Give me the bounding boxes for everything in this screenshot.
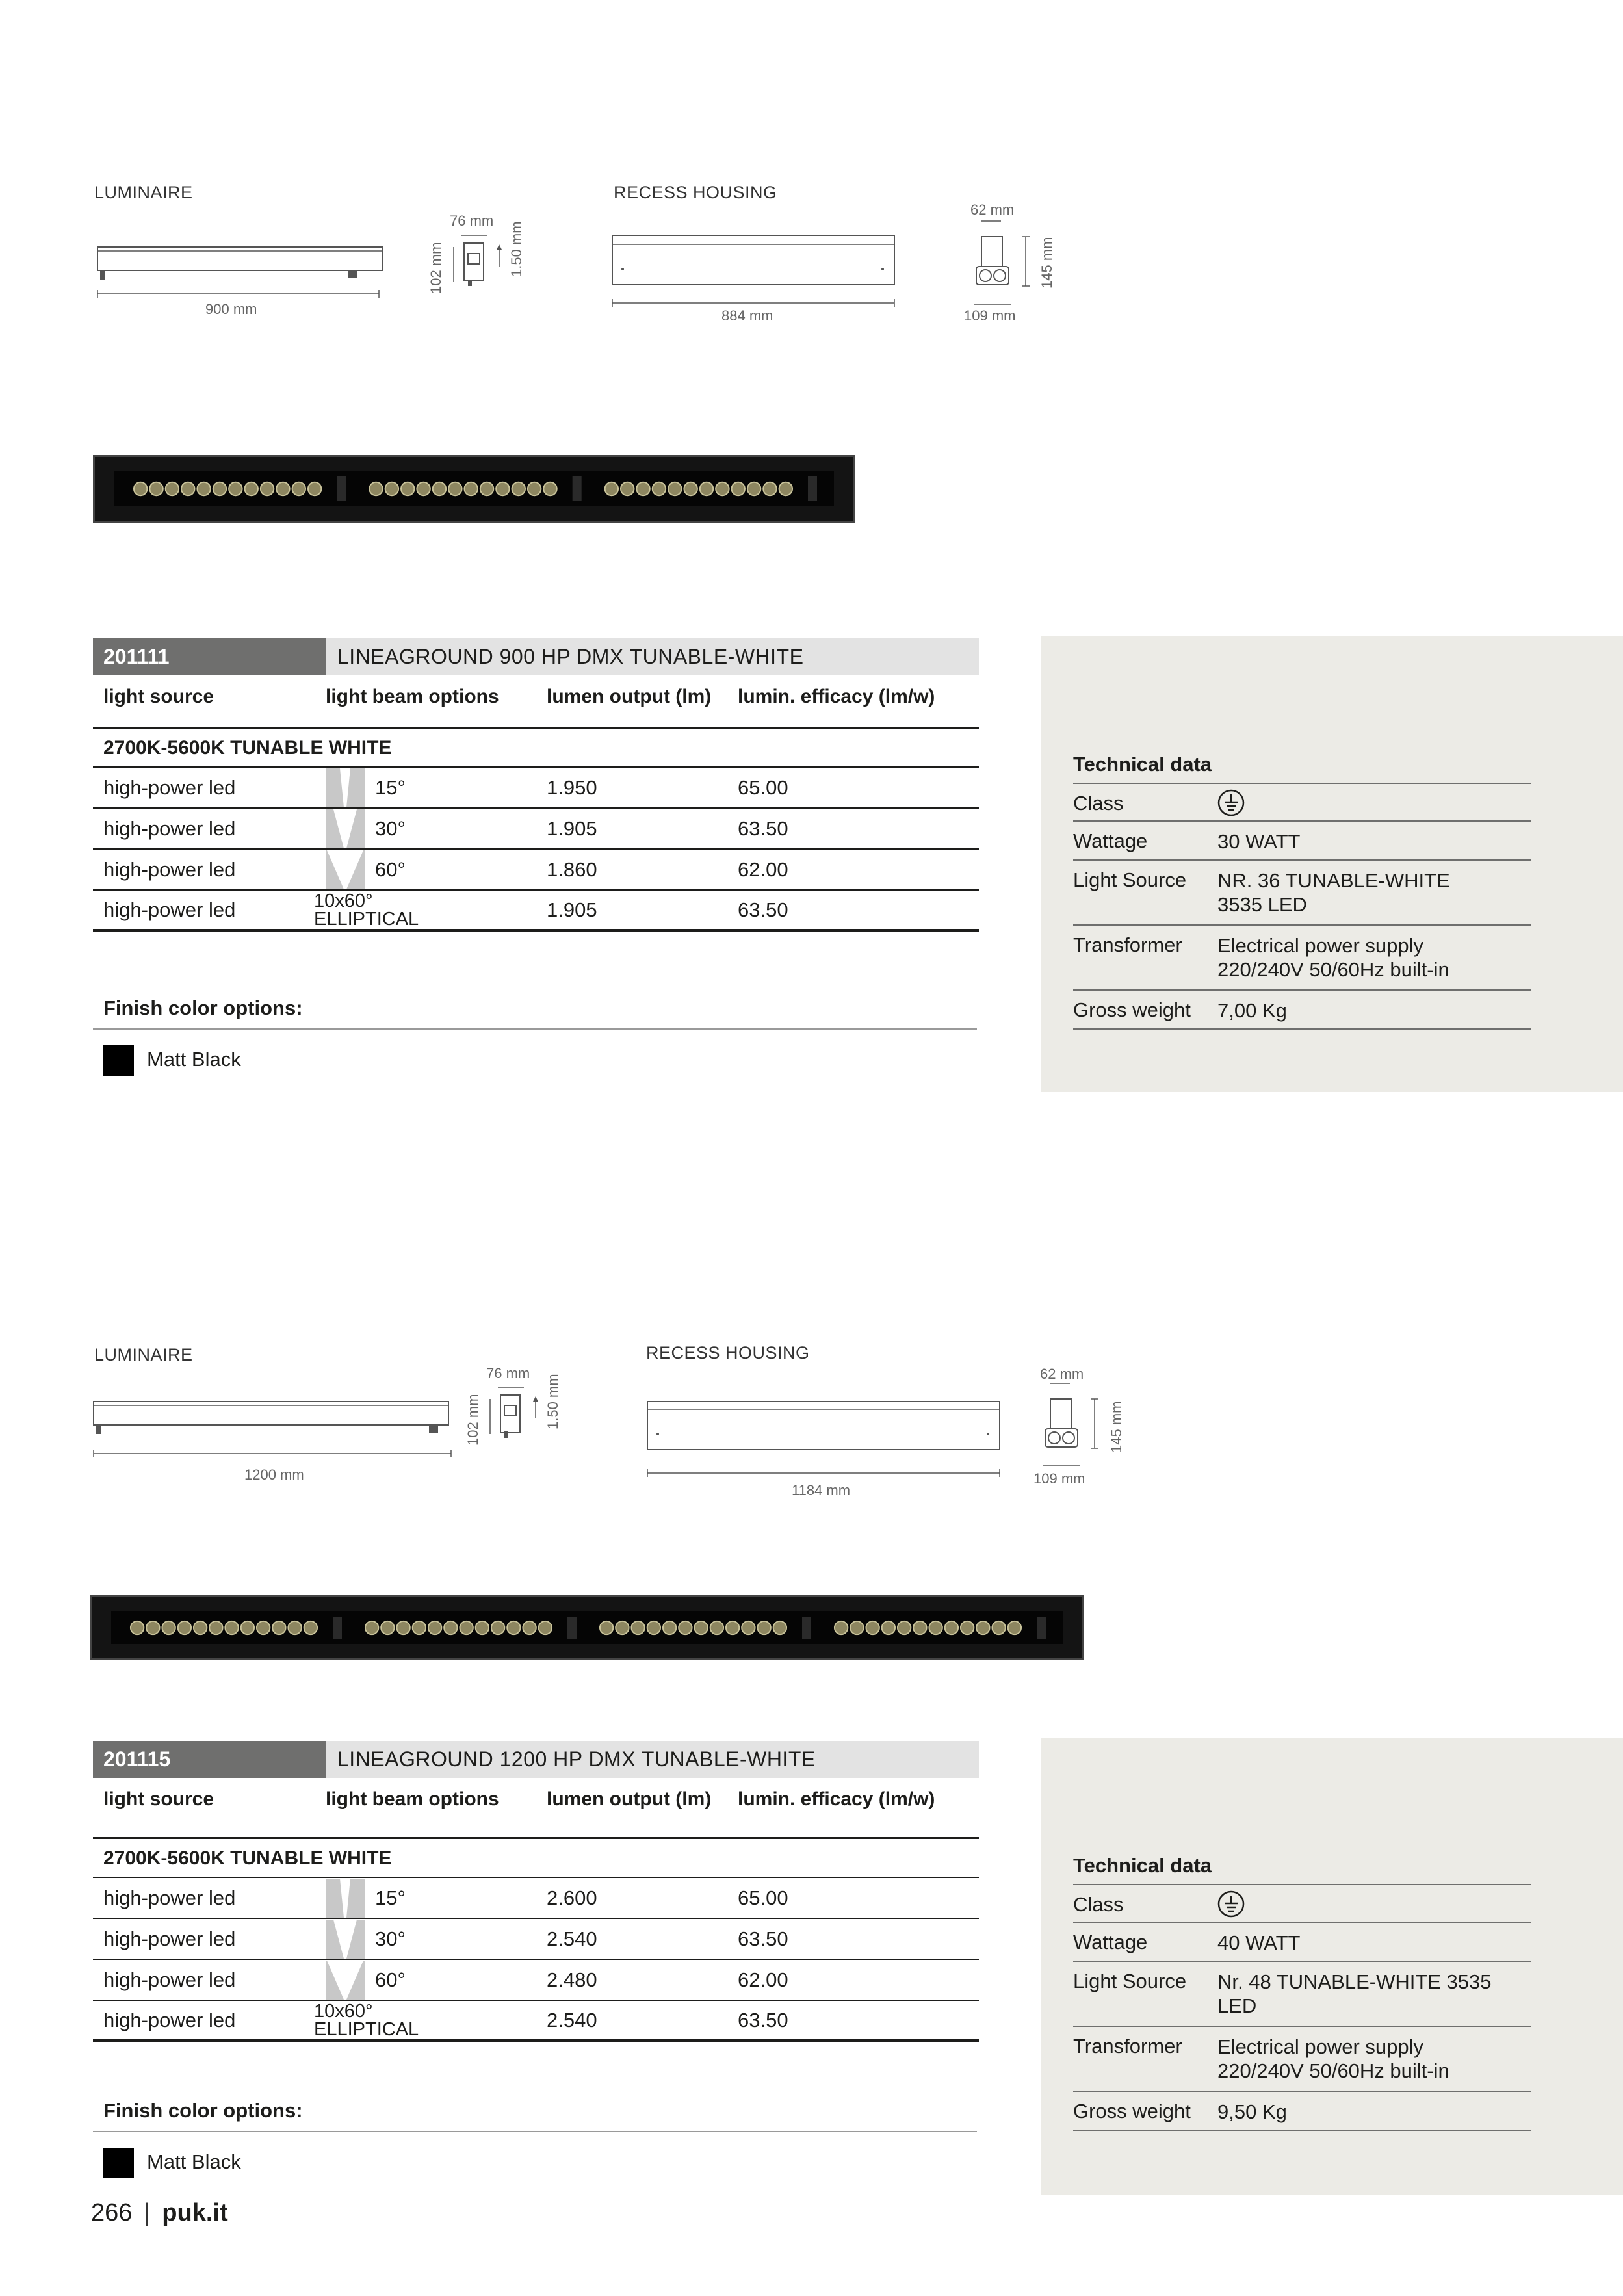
tech-key: Class — [1073, 1893, 1124, 1916]
page-footer — [91, 2199, 228, 2227]
led-lens — [491, 1621, 504, 1634]
tech-key: Light Source — [1073, 1970, 1187, 1992]
product-title: LINEAGROUND 1200 HP DMX TUNABLE-WHITE — [326, 1741, 979, 1778]
cell-lumen: 1.950 — [547, 776, 597, 799]
finish-label: Matt Black — [147, 2150, 241, 2173]
luminaire-label: LUMINAIRE — [94, 183, 193, 202]
recess-side-drawing — [611, 233, 903, 311]
led-lens — [976, 1621, 989, 1634]
recess-bottom-dim: 109 mm — [964, 307, 1016, 324]
led-lens — [653, 482, 666, 495]
led-lens — [272, 1621, 285, 1634]
led-lens — [146, 1621, 159, 1634]
led-lens — [700, 482, 713, 495]
luminaire-section-drawing — [485, 1379, 550, 1444]
led-lens — [304, 1621, 317, 1634]
led-lens — [444, 1621, 457, 1634]
led-lens — [1008, 1621, 1021, 1634]
finish-label: Matt Black — [147, 1048, 241, 1071]
col-light-source: light source — [103, 686, 214, 707]
cell-lumen: 2.540 — [547, 2008, 597, 2031]
cell-source: high-power led — [103, 816, 236, 840]
cell-beam: 10x60° ELLIPTICAL — [314, 890, 419, 930]
luminaire-side-dim: 1.50 mm — [545, 1374, 561, 1429]
finish-options-title: Finish color options: — [103, 997, 303, 1019]
technical-data-panel — [1041, 636, 1623, 1092]
led-lens — [898, 1621, 911, 1634]
col-beam-options: light beam options — [326, 686, 499, 707]
tech-key: Gross weight — [1073, 998, 1191, 1021]
led-lens — [913, 1621, 926, 1634]
beam-30-icon — [326, 1920, 365, 1959]
recess-section-drawing — [968, 215, 1046, 312]
tech-value: 9,50 Kg — [1217, 2100, 1287, 2123]
tech-row-weight — [1073, 2091, 1531, 2130]
tech-row-wattage — [1073, 820, 1531, 859]
module-separator — [567, 1617, 577, 1639]
led-lens — [543, 482, 556, 495]
table-row — [93, 891, 979, 932]
cell-efficacy: 63.50 — [738, 1927, 788, 1950]
tech-value: 30 WATT — [1217, 830, 1301, 853]
cell-lumen: 1.860 — [547, 857, 597, 881]
product-1-table — [93, 638, 979, 932]
luminaire-section-drawing — [448, 228, 513, 293]
luminaire-side-drawing — [91, 1396, 455, 1468]
led-lens — [945, 1621, 958, 1634]
product-2-table — [93, 1741, 979, 2042]
tech-row-wattage — [1073, 1922, 1531, 1961]
tech-key: Transformer — [1073, 933, 1182, 956]
cell-lumen: 2.480 — [547, 1968, 597, 1991]
recess-label: RECESS HOUSING — [614, 183, 777, 202]
cell-beam: 15° — [375, 1886, 406, 1909]
led-lens — [835, 1621, 848, 1634]
luminaire-label: LUMINAIRE — [94, 1345, 193, 1364]
tech-value: Electrical power supply 220/240V 50/60Hz built-in — [1217, 934, 1449, 981]
tech-row-weight — [1073, 989, 1531, 1028]
cell-source: high-power led — [103, 857, 236, 881]
led-lens — [261, 482, 274, 495]
tech-row-light-source — [1073, 1961, 1531, 2026]
cell-efficacy: 65.00 — [738, 1886, 788, 1909]
led-lens — [194, 1621, 207, 1634]
led-lens — [616, 1621, 629, 1634]
product-code: 201111 — [93, 638, 326, 675]
led-lens — [166, 482, 179, 495]
beam-30-icon — [326, 809, 365, 848]
led-lens — [684, 482, 697, 495]
cell-efficacy: 63.50 — [738, 898, 788, 921]
divider — [93, 1028, 977, 1030]
beam-15-icon — [326, 1879, 365, 1918]
led-lens — [679, 1621, 692, 1634]
tech-key: Class — [1073, 792, 1124, 815]
led-lens — [385, 482, 398, 495]
tech-title: Technical data — [1073, 753, 1212, 776]
cell-efficacy: 62.00 — [738, 857, 788, 881]
table-header — [93, 1778, 979, 1839]
finish-options-title: Finish color options: — [103, 2099, 303, 2122]
led-lens — [507, 1621, 520, 1634]
led-lens — [181, 482, 194, 495]
cell-efficacy: 65.00 — [738, 776, 788, 799]
led-lens — [523, 1621, 536, 1634]
led-lens — [131, 1621, 144, 1634]
table-row — [93, 850, 979, 891]
luminaire-width-dim: 76 mm — [450, 213, 494, 229]
group-header: 2700K-5600K TUNABLE WHITE — [93, 1839, 979, 1878]
led-lens — [162, 1621, 175, 1634]
recess-side-drawing — [646, 1398, 1010, 1482]
cell-lumen: 2.540 — [547, 1927, 597, 1950]
tech-key: Wattage — [1073, 829, 1148, 852]
module-separator — [808, 476, 817, 501]
cell-lumen: 1.905 — [547, 898, 597, 921]
cell-efficacy: 63.50 — [738, 2008, 788, 2031]
col-beam-options: light beam options — [326, 1788, 499, 1810]
table-row — [93, 2001, 979, 2042]
led-lens — [539, 1621, 552, 1634]
cell-source: high-power led — [103, 776, 236, 799]
led-lens — [369, 482, 382, 495]
footer-separator: | — [144, 2199, 151, 2226]
led-lens — [396, 1621, 409, 1634]
led-lens — [213, 482, 226, 495]
col-efficacy: lumin. efficacy (lm/w) — [738, 686, 935, 707]
cell-beam: 30° — [375, 1927, 406, 1950]
divider — [1073, 1028, 1531, 1030]
led-lens — [605, 482, 618, 495]
table-row — [93, 809, 979, 850]
recess-height-dim: 145 mm — [1108, 1401, 1124, 1453]
led-lens — [992, 1621, 1005, 1634]
led-lens — [365, 1621, 378, 1634]
module-separator — [802, 1617, 811, 1639]
cell-source: high-power led — [103, 2008, 236, 2031]
cell-beam: 10x60° ELLIPTICAL — [314, 2000, 419, 2040]
led-lens — [308, 482, 321, 495]
led-lens — [178, 1621, 191, 1634]
footer-website-link[interactable]: puk.it — [162, 2199, 228, 2226]
tech-key: Transformer — [1073, 2035, 1182, 2057]
tech-key: Light Source — [1073, 868, 1187, 891]
color-swatch-matt-black — [103, 2148, 134, 2178]
product-code: 201115 — [93, 1741, 326, 1778]
tech-row-class — [1073, 783, 1531, 820]
led-lens — [763, 482, 776, 495]
led-lens — [757, 1621, 770, 1634]
luminaire-length-dim: 900 mm — [205, 301, 257, 317]
cell-source: high-power led — [103, 1968, 236, 1991]
col-lumen-output: lumen output (lm) — [547, 686, 712, 707]
led-lens — [433, 482, 446, 495]
tech-key: Wattage — [1073, 1931, 1148, 1953]
led-lens — [381, 1621, 394, 1634]
led-lens — [929, 1621, 942, 1634]
led-lens — [464, 482, 477, 495]
page-number: 266 — [91, 2199, 133, 2226]
divider — [93, 2131, 977, 2132]
recess-section-drawing — [1037, 1377, 1115, 1474]
led-lens — [496, 482, 509, 495]
led-lens — [209, 1621, 222, 1634]
led-lens — [961, 1621, 974, 1634]
led-lens — [663, 1621, 676, 1634]
led-lens — [225, 1621, 238, 1634]
led-lens — [631, 1621, 644, 1634]
led-lens — [417, 482, 430, 495]
product-title: LINEAGROUND 900 HP DMX TUNABLE-WHITE — [326, 638, 979, 675]
col-lumen-output: lumen output (lm) — [547, 1788, 712, 1810]
module-separator — [573, 476, 582, 501]
recess-top-dim: 62 mm — [970, 202, 1015, 218]
class-1-ground-icon — [1217, 789, 1246, 818]
led-lens — [636, 482, 649, 495]
tech-row-class — [1073, 1884, 1531, 1922]
module-separator — [333, 1617, 342, 1639]
led-lens — [779, 482, 792, 495]
led-lens — [747, 482, 760, 495]
led-lens — [292, 482, 305, 495]
product-1-photo — [93, 455, 855, 523]
led-lens — [229, 482, 242, 495]
tech-value: 7,00 Kg — [1217, 999, 1287, 1022]
cell-source: high-power led — [103, 898, 236, 921]
cell-beam: 30° — [375, 816, 406, 840]
luminaire-height-dim: 102 mm — [428, 242, 444, 294]
tech-row-transformer — [1073, 2026, 1531, 2091]
table-row — [93, 1960, 979, 2001]
led-lens — [257, 1621, 270, 1634]
led-lens — [528, 482, 541, 495]
tech-key: Gross weight — [1073, 2100, 1191, 2122]
led-lens — [448, 482, 461, 495]
table-header — [93, 675, 979, 729]
recess-top-dim: 62 mm — [1040, 1366, 1084, 1382]
recess-label: RECESS HOUSING — [646, 1343, 810, 1363]
led-lens — [773, 1621, 786, 1634]
recess-length-dim: 884 mm — [721, 307, 773, 324]
class-1-ground-icon — [1217, 1890, 1246, 1919]
technical-data-panel — [1041, 1738, 1623, 2195]
col-light-source: light source — [103, 1788, 214, 1810]
cell-source: high-power led — [103, 1886, 236, 1909]
led-lens — [244, 482, 257, 495]
cell-source: high-power led — [103, 1927, 236, 1950]
col-efficacy: lumin. efficacy (lm/w) — [738, 1788, 935, 1810]
tech-row-transformer — [1073, 924, 1531, 989]
luminaire-side-dim: 1.50 mm — [508, 221, 525, 277]
recess-length-dim: 1184 mm — [792, 1482, 851, 1498]
led-lens — [716, 482, 729, 495]
led-lens — [742, 1621, 755, 1634]
led-lens — [241, 1621, 254, 1634]
module-separator — [337, 476, 346, 501]
product-header — [93, 1741, 979, 1778]
led-lens — [413, 1621, 426, 1634]
divider — [1073, 2130, 1531, 2131]
led-lens — [600, 1621, 613, 1634]
group-header: 2700K-5600K TUNABLE WHITE — [93, 729, 979, 768]
tech-value: Electrical power supply 220/240V 50/60Hz built-in — [1217, 2035, 1449, 2082]
tech-value: NR. 36 TUNABLE-WHITE 3535 LED — [1217, 869, 1450, 916]
led-lens — [850, 1621, 863, 1634]
tech-title: Technical data — [1073, 1854, 1212, 1877]
led-lens — [149, 482, 162, 495]
led-lens — [480, 482, 493, 495]
cell-beam: 60° — [375, 1968, 406, 1991]
led-lens — [288, 1621, 301, 1634]
led-lens — [428, 1621, 441, 1634]
led-lens — [401, 482, 414, 495]
led-lens — [197, 482, 210, 495]
cell-lumen: 1.905 — [547, 816, 597, 840]
led-lens — [694, 1621, 707, 1634]
led-lens — [668, 482, 681, 495]
cell-beam: 15° — [375, 776, 406, 799]
led-lens — [460, 1621, 473, 1634]
led-lens — [512, 482, 525, 495]
table-row — [93, 1919, 979, 1960]
led-lens — [732, 482, 745, 495]
recess-bottom-dim: 109 mm — [1033, 1470, 1085, 1487]
luminaire-length-dim: 1200 mm — [244, 1467, 304, 1483]
led-lens — [882, 1621, 895, 1634]
luminaire-width-dim: 76 mm — [486, 1365, 530, 1381]
table-row — [93, 768, 979, 809]
led-lens — [621, 482, 634, 495]
led-lens — [134, 482, 147, 495]
beam-60-icon — [326, 850, 365, 889]
led-lens — [647, 1621, 660, 1634]
color-swatch-matt-black — [103, 1045, 134, 1076]
led-lens — [866, 1621, 879, 1634]
led-lens — [710, 1621, 723, 1634]
cell-efficacy: 62.00 — [738, 1968, 788, 1991]
cell-efficacy: 63.50 — [738, 816, 788, 840]
recess-height-dim: 145 mm — [1039, 237, 1055, 289]
product-header — [93, 638, 979, 675]
cell-beam: 60° — [375, 857, 406, 881]
led-lens — [276, 482, 289, 495]
tech-value: 40 WATT — [1217, 1931, 1301, 1954]
led-lens — [476, 1621, 489, 1634]
beam-60-icon — [326, 1961, 365, 2000]
luminaire-height-dim: 102 mm — [465, 1394, 481, 1446]
cell-lumen: 2.600 — [547, 1886, 597, 1909]
table-row — [93, 1878, 979, 1919]
product-2-photo — [90, 1595, 1084, 1660]
beam-15-icon — [326, 768, 365, 807]
module-separator — [1037, 1617, 1046, 1639]
tech-value: Nr. 48 TUNABLE-WHITE 3535 LED — [1217, 1970, 1492, 2017]
led-lens — [726, 1621, 739, 1634]
tech-row-light-source — [1073, 859, 1531, 924]
